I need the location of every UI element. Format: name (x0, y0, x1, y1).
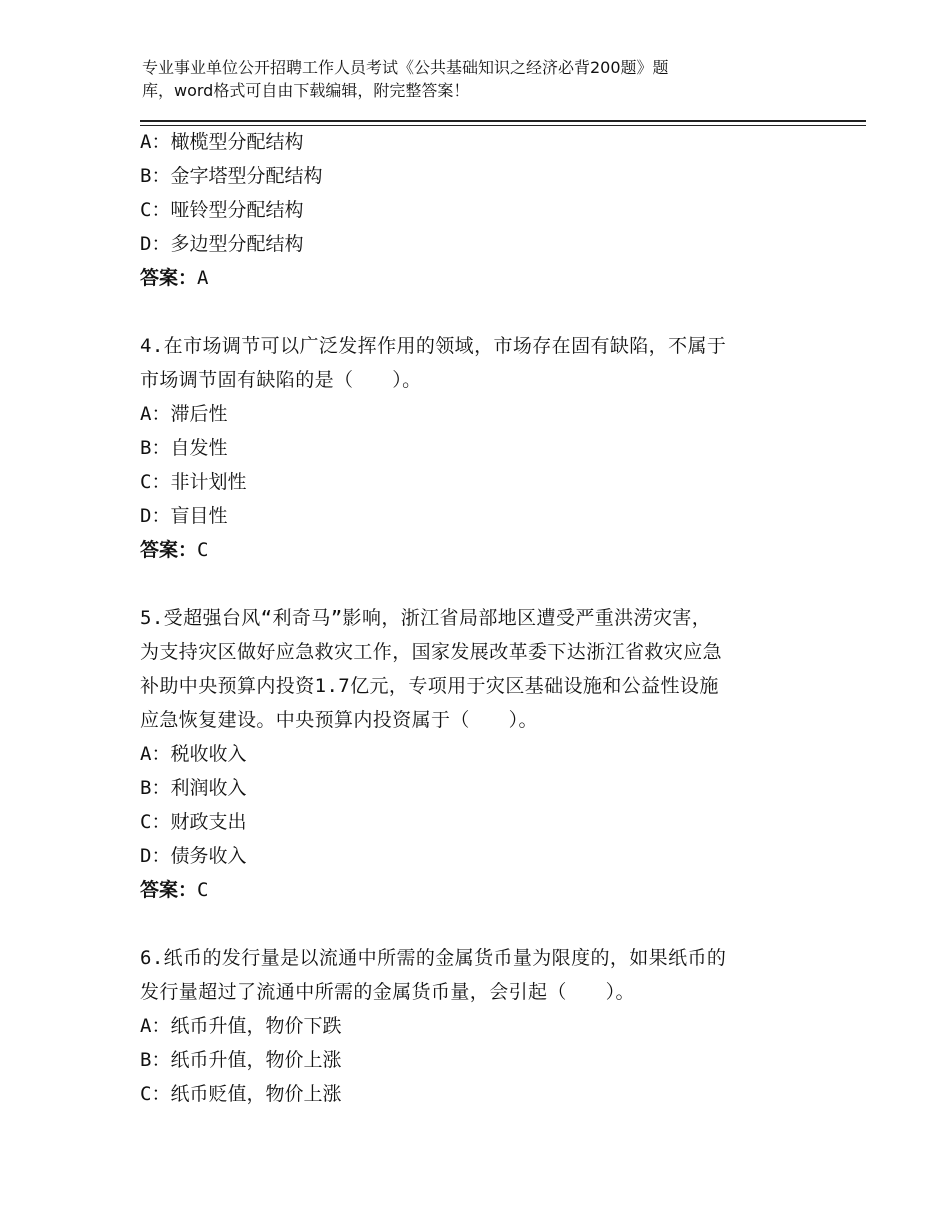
option-c: C：非计划性 (140, 471, 247, 493)
stem-line: 补助中央预算内投资1.7亿元，专项用于灾区基础设施和公益性设施 (140, 675, 719, 697)
option-c: C：纸币贬值，物价上涨 (140, 1083, 342, 1105)
option-c: C：财政支出 (140, 811, 247, 833)
option-b: B：金字塔型分配结构 (140, 165, 323, 187)
question-block-6 (140, 941, 820, 1111)
question-stem (140, 329, 820, 397)
answer-line (140, 261, 820, 295)
question-block-3 (140, 125, 820, 295)
document-header (142, 56, 782, 102)
stem-line: 市场调节固有缺陷的是（ ）。 (140, 369, 422, 391)
option-a: A：橄榄型分配结构 (140, 131, 304, 153)
answer-label: 答案： (140, 267, 198, 289)
stem-line: 5.受超强台风“利奇马”影响，浙江省局部地区遭受严重洪涝灾害， (140, 607, 712, 629)
answer-line (140, 533, 820, 567)
option-b: B：自发性 (140, 437, 228, 459)
option-a: A：滞后性 (140, 403, 228, 425)
question-block-4 (140, 329, 820, 567)
stem-line: 4.在市场调节可以广泛发挥作用的领域，市场存在固有缺陷，不属于 (140, 335, 727, 357)
question-block-5 (140, 601, 820, 907)
answer-line (140, 873, 820, 907)
question-list (140, 125, 820, 1111)
header-rule-thick (140, 120, 866, 122)
answer-value: A (197, 267, 209, 289)
answer-label: 答案： (140, 879, 198, 901)
option-d: D：多边型分配结构 (140, 233, 304, 255)
option-c: C：哑铃型分配结构 (140, 199, 304, 221)
stem-line: 6.纸币的发行量是以流通中所需的金属货币量为限度的，如果纸币的 (140, 947, 727, 969)
answer-label: 答案： (140, 539, 198, 561)
option-d: D：债务收入 (140, 845, 247, 867)
option-d: D：盲目性 (140, 505, 228, 527)
option-b: B：利润收入 (140, 777, 247, 799)
stem-line: 为支持灾区做好应急救灾工作，国家发展改革委下达浙江省救灾应急 (140, 641, 723, 663)
header-line-1: 专业事业单位公开招聘工作人员考试《公共基础知识之经济必背200题》题 (142, 58, 669, 77)
option-a: A：纸币升值，物价下跌 (140, 1015, 342, 1037)
answer-value: C (197, 539, 209, 561)
option-a: A：税收收入 (140, 743, 247, 765)
question-stem (140, 941, 820, 1009)
header-line-2: 库，word格式可自由下载编辑，附完整答案！ (142, 81, 470, 100)
stem-line: 应急恢复建设。中央预算内投资属于（ ）。 (140, 709, 538, 731)
question-stem (140, 601, 820, 737)
stem-line: 发行量超过了流通中所需的金属货币量，会引起（ ）。 (140, 981, 635, 1003)
option-b: B：纸币升值，物价上涨 (140, 1049, 342, 1071)
answer-value: C (197, 879, 209, 901)
